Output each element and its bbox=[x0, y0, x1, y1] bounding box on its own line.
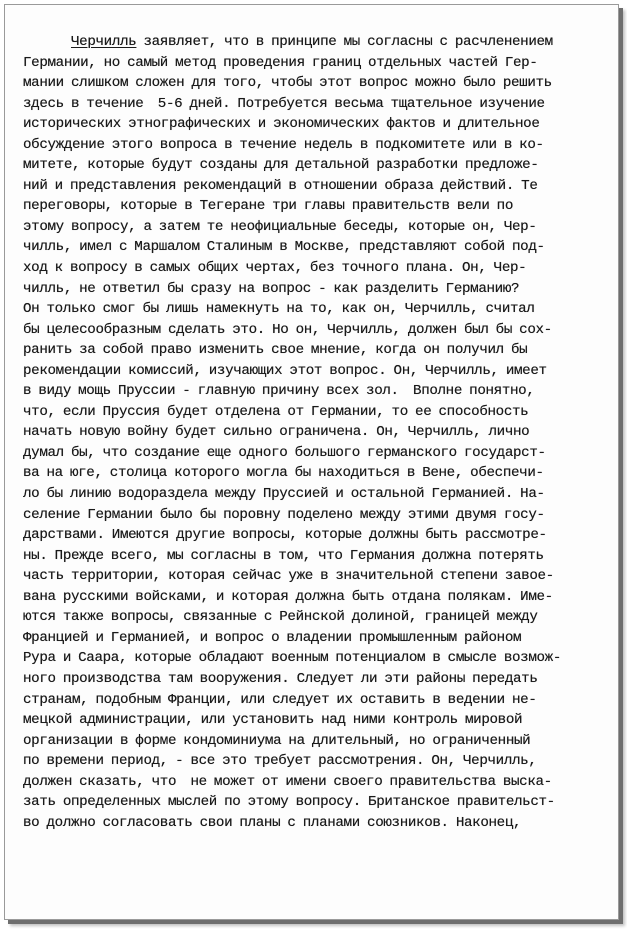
text-line: ются также вопросы, связанные с Рейнской долиной, границей между bbox=[23, 609, 538, 626]
text-line: мецкой администрации, или установить над ними контроль мировой bbox=[23, 712, 523, 729]
text-line: Германии, но самый метод проведения границ отдельных частей Гер- bbox=[23, 54, 538, 71]
text-line: Рура и Саара, которые обладают военным потенциалом в смысле возмож- bbox=[23, 650, 561, 667]
text-line: чилль, не ответил бы сразу на вопрос - как разделить Германию? bbox=[23, 280, 520, 297]
text-line: вана русскими войсками, и которая должна быть отдана полякам. Име- bbox=[23, 588, 553, 605]
text-line: ний и представления рекомендаций в отношении образа действий. Те bbox=[23, 177, 538, 194]
text-line: бы целесообразным сделать это. Но он, Черчилль, должен был бы сох- bbox=[23, 321, 552, 338]
text-line: Францией и Германией, и вопрос о владении промышленным районом bbox=[23, 629, 522, 646]
text-line: исторических этнографических и экономических фактов и длительное bbox=[23, 116, 540, 133]
text-line: ны. Прежде всего, мы согласны в том, что Германия должна потерять bbox=[23, 547, 544, 564]
text-line: ранить за собой право изменить свое мнение, когда он получил бы bbox=[23, 342, 528, 359]
text-line-1-rest: заявляет, что в принципе мы согласны с расчленением bbox=[136, 34, 553, 50]
text-line: что, если Пруссия будет отделена от Германии, то ее способность bbox=[23, 403, 529, 420]
text-line: этому вопросу, а затем те неофициальные беседы, которые он, Чер- bbox=[23, 218, 537, 235]
text-line: Он только смог бы лишь намекнуть на то, как он, Черчилль, считал bbox=[23, 301, 535, 318]
text-line: чилль, имел с Маршалом Сталиным в Москве, представляют собой под- bbox=[23, 239, 545, 256]
document-page bbox=[4, 4, 619, 920]
text-line: дарствами. Имеются другие вопросы, которые должны быть рассмотре- bbox=[23, 527, 547, 544]
text-line: во должно согласовать свои планы с планами союзников. Наконец, bbox=[23, 814, 522, 831]
document-body bbox=[23, 32, 603, 833]
speaker-name: Черчилль bbox=[71, 34, 137, 50]
text-line: по времени период, - все это требует рассмотрения. Он, Черчилль, bbox=[23, 753, 537, 770]
text-line: думал бы, что создание еще одного большого германского государст- bbox=[23, 444, 546, 461]
text-line: ло бы линию водораздела между Пруссией и остальной Германией. На- bbox=[23, 486, 545, 503]
text-line: митете, которые будут созданы для детальной разработки предложе- bbox=[23, 157, 539, 174]
text-line: рекомендации комиссий, изучающих этот вопрос. Он, Черчилль, имеет bbox=[23, 362, 547, 379]
text-line: зать определенных мыслей по этому вопросу. Британское правительст- bbox=[23, 794, 555, 811]
text-line: ва на юге, столица которого могла бы находиться в Вене, обеспечи- bbox=[23, 465, 544, 482]
text-line: обсуждение этого вопроса в течение недель в подкомитете или в ко- bbox=[23, 136, 544, 153]
text-line: здесь в течение 5-6 дней. Потребуется весьма тщательное изучение bbox=[23, 95, 545, 112]
text-line: мании слишком сложен для того, чтобы этот вопрос можно было решить bbox=[23, 75, 552, 92]
text-line: начать новую войну будет сильно ограничена. Он, Черчилль, лично bbox=[23, 424, 530, 441]
text-line: часть территории, которая сейчас уже в значительной степени завое- bbox=[23, 568, 554, 585]
text-line-1 bbox=[23, 32, 603, 53]
text-line: ного производства там вооружения. Следует ли эти районы передать bbox=[23, 670, 538, 687]
text-line: организации в форме кондоминиума на длительный, но ограниченный bbox=[23, 732, 531, 749]
text-line: переговоры, которые в Тегеране три главы правительств вели по bbox=[23, 198, 513, 215]
text-line: селение Германии было бы поровну поделено между этими двумя госу- bbox=[23, 506, 545, 523]
text-line: в виду мощь Пруссии - главную причину всех зол. Вполне понятно, bbox=[23, 383, 535, 400]
text-line: странам, подобным Франции, или следует их оставить в ведении не- bbox=[23, 691, 537, 708]
text-line: должен сказать, что не может от имени своего правительства выска- bbox=[23, 773, 552, 790]
text-line: ход к вопросу в самых общих чертах, без точного плана. Он, Чер- bbox=[23, 260, 527, 277]
